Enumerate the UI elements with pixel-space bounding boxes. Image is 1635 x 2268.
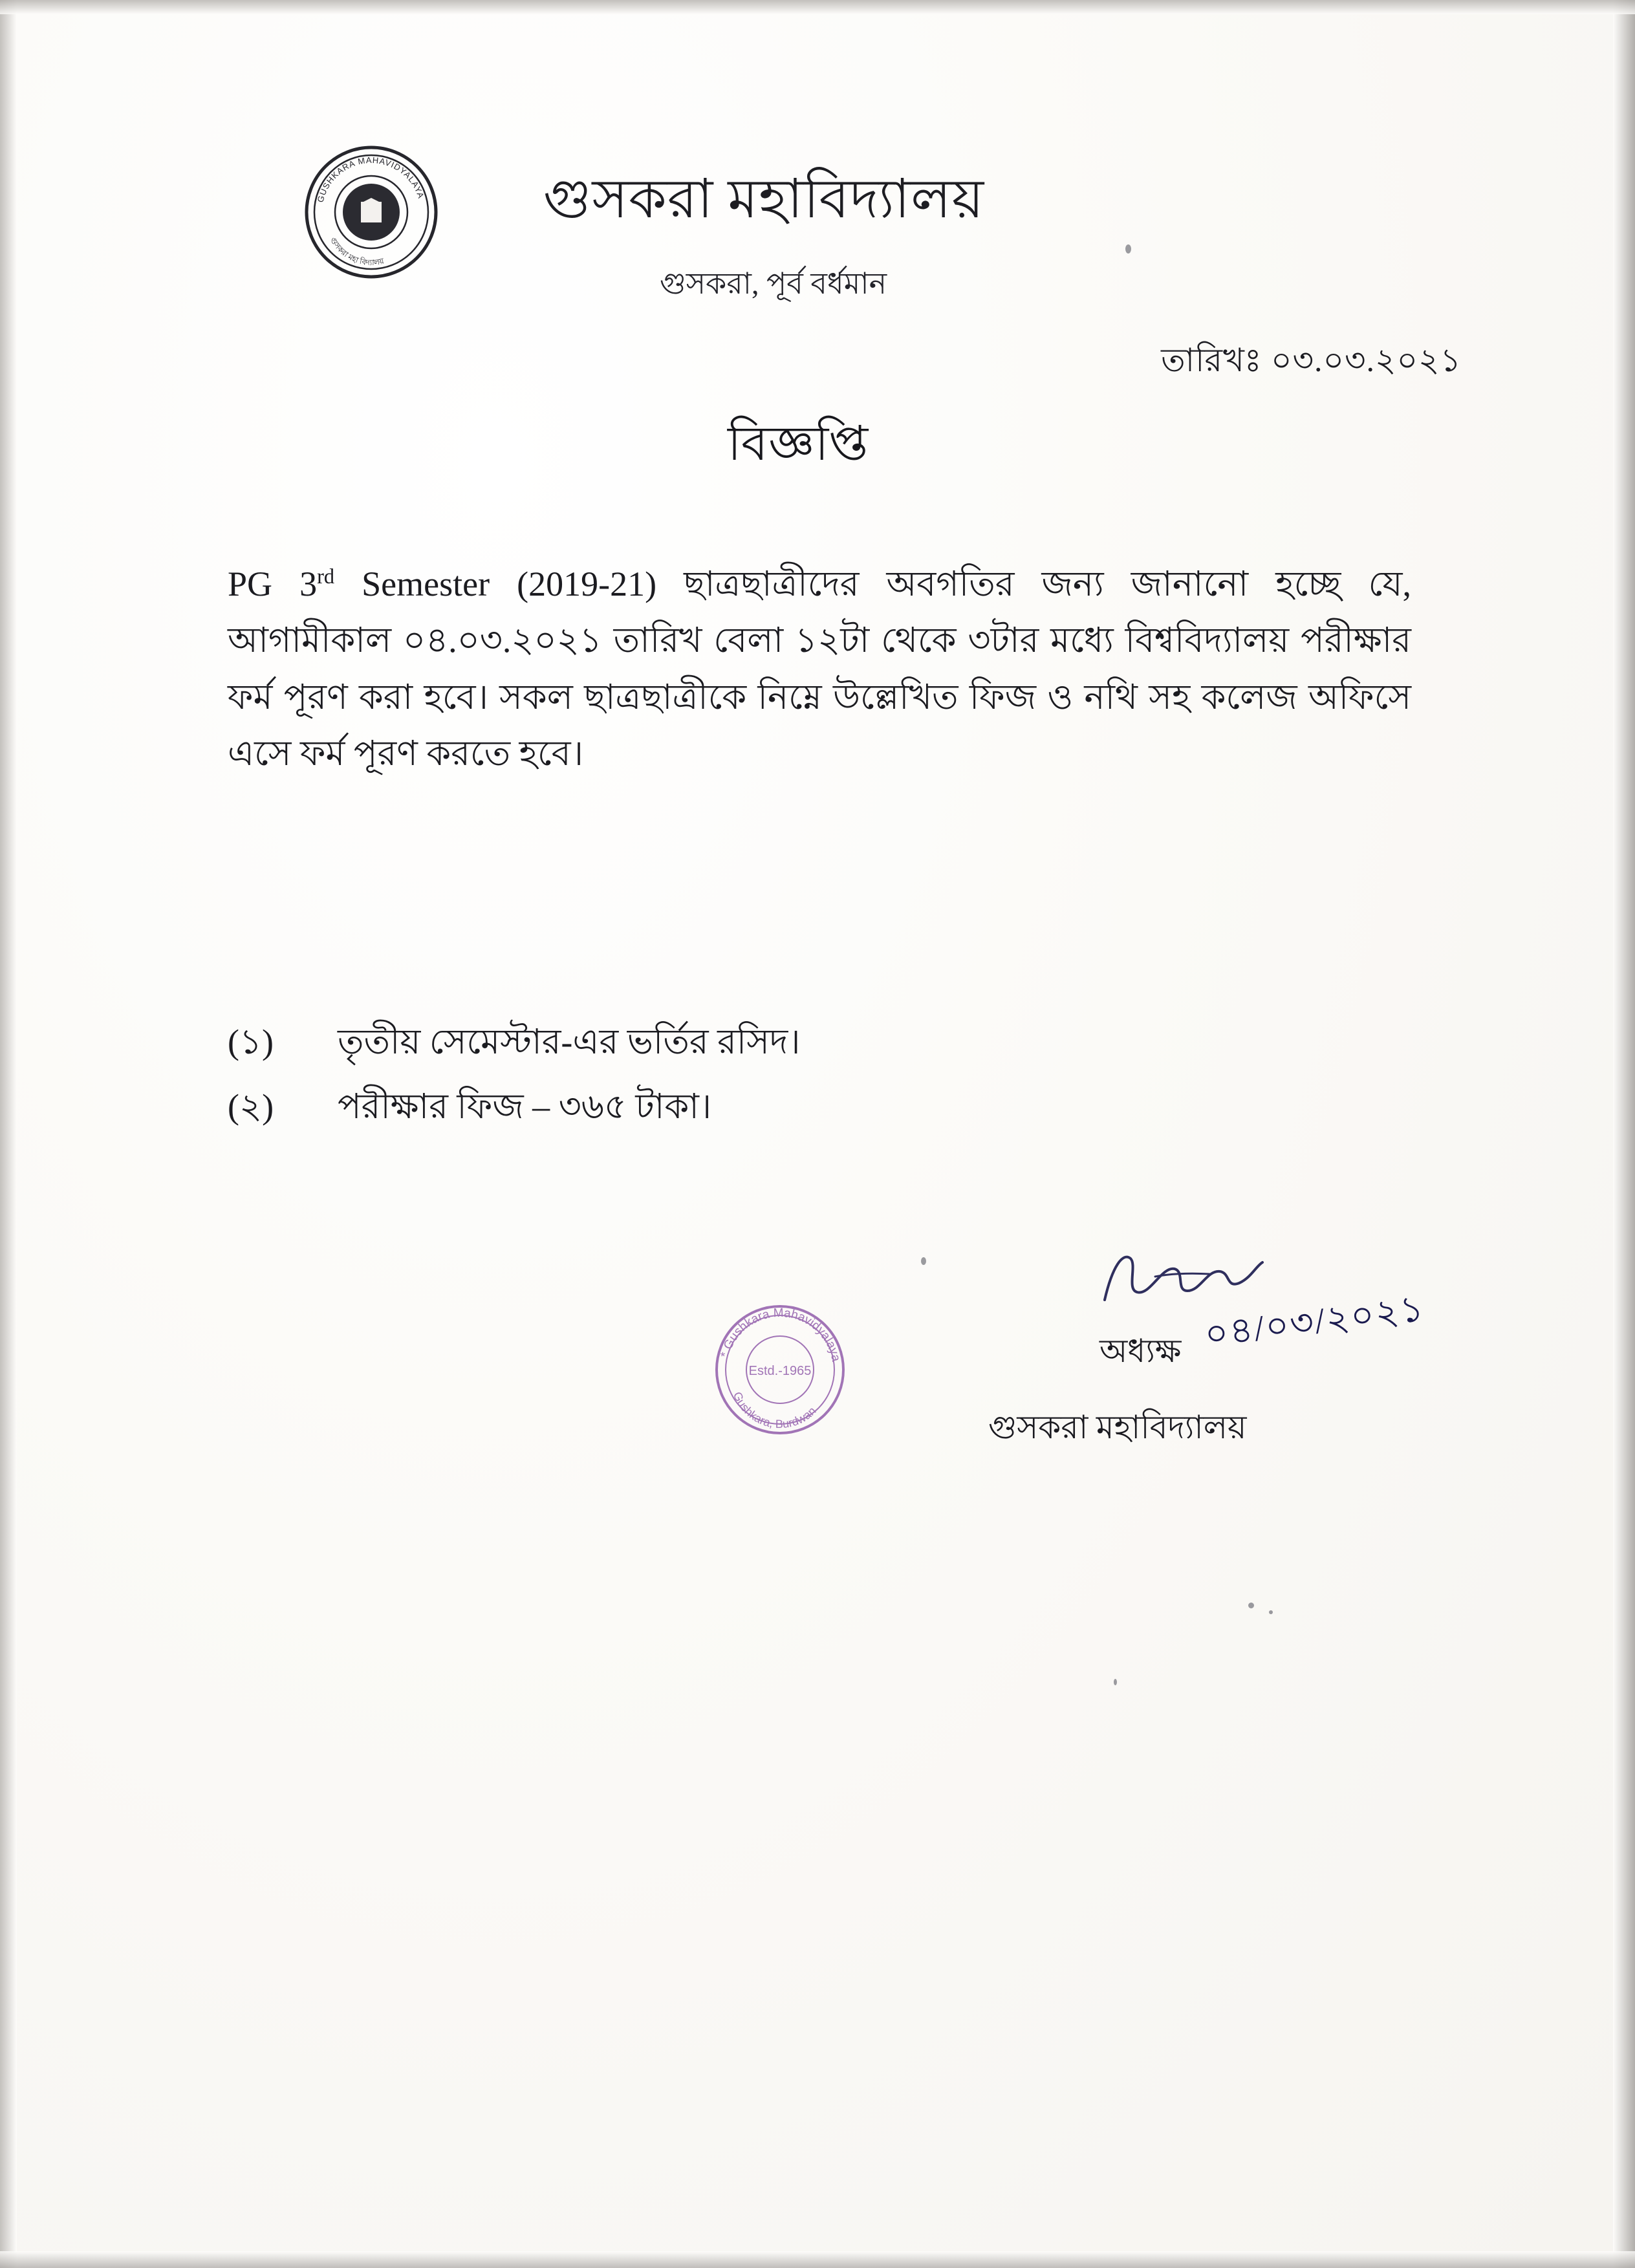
requirements-list [228,1015,1327,1144]
scan-edge-bottom [0,2251,1635,2268]
scan-speck [921,1257,926,1265]
scan-speck [1269,1610,1273,1614]
list-item-text: পরীক্ষার ফিজ – ৩৬৫ টাকা। [338,1086,712,1126]
scan-speck [1248,1603,1254,1608]
svg-text:* Gushkara Mahavidyalaya: * Gushkara Mahavidyalaya [718,1306,843,1363]
list-item-number: (২) [228,1086,274,1126]
handwritten-date: ০৪/০৩/২০২১ [1202,1288,1427,1355]
notice-body: PG 3rd Semester (2019-21) ছাত্রছাত্রীদের অবগতির জন্য জানানো হচ্ছে যে, আগামীকাল ০৪.০৩.২০২১ তারিখ বেলা ১২টা থেকে ৩টার মধ্যে বিশ্ববিদ্যালয় পরীক্ষার ফর্ম পূরণ করা হবে। সকল ছাত্রছাত্রীকে নিম্নে উল্লেখিত ফিজ ও নথি সহ কলেজ অফিসে এসে ফর্ম পূরণ করতে হবে। [228,565,1411,773]
svg-text:গুসকরা মহা বিদ্যালয়: গুসকরা মহা বিদ্যালয় [328,235,385,268]
scan-edge-left [0,0,17,2268]
college-location: গুসকরা, পূর্ব বর্ধমান [660,267,887,300]
svg-text:Gushkara, Burdwan: Gushkara, Burdwan [730,1390,819,1431]
college-name: গুসকরা মহাবিদ্যালয় [543,169,985,230]
signatory-designation: অধ্যক্ষ [1099,1333,1182,1369]
scan-speck [1125,244,1131,254]
signatory-institution: গুসকরা মহাবিদ্যালয় [988,1409,1247,1445]
svg-text:Estd.-1965: Estd.-1965 [748,1364,812,1378]
list-item [228,1015,1327,1070]
list-item [228,1080,1327,1134]
notice-title: বিজ্ঞপ্তি [728,418,869,471]
list-item-number: (১) [228,1022,274,1061]
scan-edge-top [0,0,1635,14]
college-seal-icon [303,144,440,281]
svg-text:GUSHKARA MAHAVIDYALAYA: GUSHKARA MAHAVIDYALAYA [315,155,426,204]
notice-date: তারিখঃ ০৩.০৩.২০২১ [1161,342,1462,378]
scan-speck [1114,1679,1117,1685]
scan-edge-right [1613,0,1635,2268]
list-item-text: তৃতীয় সেমেস্টার-এর ভর্তির রসিদ। [338,1022,801,1061]
college-rubber-stamp-icon [710,1300,850,1440]
